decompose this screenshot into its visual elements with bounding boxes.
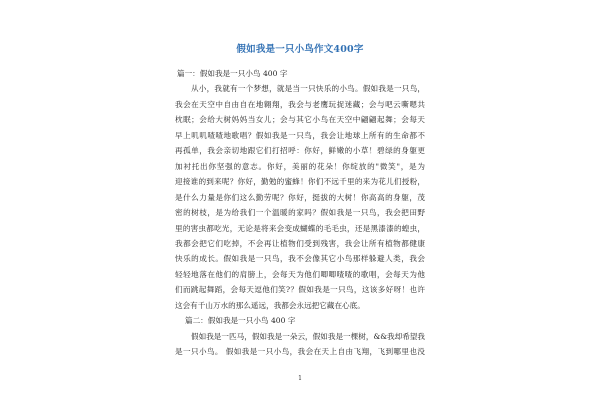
section-1-paragraph bbox=[175, 81, 425, 313]
paragraph-line: 枕眠；会给大树妈妈当女儿；会与其它小鸟在天空中翩翩起舞；会每天 bbox=[175, 115, 425, 125]
paragraph-line: 是什么力量是你们这么勤劳呢？你好，挺拔的大树！你高高的身躯，茂 bbox=[175, 192, 425, 202]
paragraph-line: 迎接谁的到来呢？你好，勤勉的蜜蜂！你们不远千里的来为花儿们授粉， bbox=[175, 177, 425, 187]
section-heading-1: 篇一：假如我是一只小鸟 400 字 bbox=[177, 69, 288, 78]
paragraph-line: 密的树枝，是为给我们一个温暖的家吗？假如我是一只鸟，我会把田野 bbox=[175, 208, 425, 218]
section-2-paragraph bbox=[175, 329, 425, 360]
page-number: 1 bbox=[298, 375, 302, 382]
paragraph-line: 这会有千山万水的那么遥远，我都会永远把它藏在心底。 bbox=[175, 300, 365, 310]
paragraph-line: 假如我是一匹马，假如我是一朵云，假如我是一棵树，&&我却希望我 bbox=[191, 331, 425, 341]
paragraph-line: 加衬托出你坚强的意志。你好，美丽的花朵！你绽放的"微笑"，是为 bbox=[175, 161, 425, 171]
paragraph-line: 快乐的成长。假如我是一只鸟，我不会像其它小鸟那样躲避人类，我会 bbox=[175, 254, 425, 264]
paragraph-line: 轻轻地落在他们的肩膀上，会每天为他们唧唧喳喳的歌唱，会每天为他 bbox=[175, 269, 425, 279]
paragraph-line: 里的害虫都吃光，无论是将来会变成蝴蝶的毛毛虫，还是黑漆漆的蝗虫， bbox=[175, 223, 425, 233]
paragraph-line: 是一只小鸟。 假如我是一只小鸟，我会在天上自由飞翔，飞到哪里也没 bbox=[175, 347, 425, 357]
paragraph-line: 从小，我就有一个梦想，就是当一只快乐的小鸟。假如我是一只鸟， bbox=[191, 84, 425, 94]
paragraph-line: 们而跳起舞蹈，会每天逗他们笑?？假如我是一只鸟，这该多好呀！也许 bbox=[175, 285, 425, 295]
document-body bbox=[175, 66, 425, 360]
paragraph-line: 我会在天空中自由自在地翱翔，我会与老鹰玩捉迷藏；会与吧云嘶嗯共 bbox=[175, 99, 425, 109]
paragraph-line: 我都会把它们吃掉，不会再让植物们受到残害，我会让所有植物都健康 bbox=[175, 238, 425, 248]
paragraph-line: 再孤单，我会亲切地跟它们打招呼：你好，鲜嫩的小草！碧绿的身躯更 bbox=[175, 146, 425, 156]
paragraph-line: 早上叽叽喳喳地歌唱？假如我是一只鸟，我会让地球上所有的生命都不 bbox=[175, 130, 425, 140]
section-heading-2: 篇二：假如我是一只小鸟 400 字 bbox=[185, 316, 296, 326]
document-title: 假如我是一只小鸟作文400字 bbox=[236, 44, 364, 55]
